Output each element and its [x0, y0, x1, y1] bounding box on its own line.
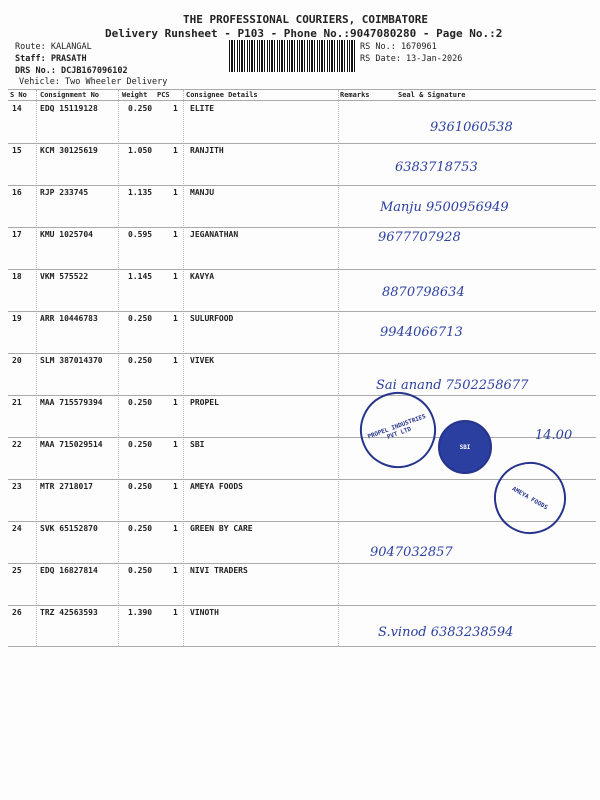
divider: [8, 100, 596, 101]
propel-stamp: PROPEL INDUSTRIES PVT LTD: [349, 381, 446, 478]
pcs: 1: [173, 272, 178, 281]
consignment-number: SLM 387014370: [40, 356, 103, 365]
route: Route: KALANGAL: [15, 42, 92, 52]
rs-date: RS Date: 13-Jan-2026: [360, 54, 463, 64]
staff: Staff: PRASATH: [15, 54, 87, 64]
weight: 0.595: [128, 230, 153, 239]
consignment-number: MAA 715579394: [40, 398, 103, 407]
col-consignee: Consignee Details: [186, 91, 258, 99]
company-title: THE PROFESSIONAL COURIERS, COIMBATORE: [183, 13, 429, 26]
pcs: 1: [173, 566, 178, 575]
consignee-name: MANJU: [190, 188, 215, 197]
serial-number: 17: [12, 230, 22, 239]
consignment-number: RJP 233745: [40, 188, 89, 197]
weight: 0.250: [128, 524, 153, 533]
row-divider: [8, 437, 596, 438]
runsheet-subtitle: Delivery Runsheet - P103 - Phone No.:9047080280 - Page No.:2: [105, 27, 503, 40]
handwritten-signature: Manju 9500956949: [380, 200, 509, 215]
consignment-number: KMU 1025704: [40, 230, 93, 239]
col-sno: S No: [10, 91, 27, 99]
table-row: [0, 146, 600, 188]
consignment-number: MAA 715029514: [40, 440, 103, 449]
serial-number: 18: [12, 272, 22, 281]
handwritten-signature: 6383718753: [395, 160, 478, 175]
pcs: 1: [173, 188, 178, 197]
consignee-name: JEGANATHAN: [190, 230, 239, 239]
weight: 0.250: [128, 314, 153, 323]
consignee-name: RANJITH: [190, 146, 224, 155]
col-weight: Weight: [122, 91, 148, 99]
weight: 0.250: [128, 440, 153, 449]
handwritten-signature: S.vinod 6383238594: [378, 625, 514, 640]
serial-number: 23: [12, 482, 22, 491]
weight: 0.250: [128, 566, 153, 575]
serial-number: 19: [12, 314, 22, 323]
weight: 1.145: [128, 272, 153, 281]
consignee-name: GREEN BY CARE: [190, 524, 253, 533]
pcs: 1: [173, 608, 178, 617]
pcs: 1: [173, 398, 178, 407]
table-bottom-border: [8, 646, 596, 647]
table-row: [0, 230, 600, 272]
row-divider: [8, 143, 596, 144]
consignee-name: SBI: [190, 440, 205, 449]
weight: 1.390: [128, 608, 153, 617]
serial-number: 15: [12, 146, 22, 155]
row-divider: [8, 395, 596, 396]
consignee-name: KAVYA: [190, 272, 215, 281]
col-seal: Seal & Signature: [398, 91, 466, 99]
weight: 0.250: [128, 398, 153, 407]
row-divider: [8, 227, 596, 228]
serial-number: 26: [12, 608, 22, 617]
sbi-stamp: SBI: [438, 420, 492, 474]
consignment-number: EDQ 16827814: [40, 566, 98, 575]
serial-number: 22: [12, 440, 22, 449]
serial-number: 16: [12, 188, 22, 197]
row-divider: [8, 605, 596, 606]
handwritten-signature: 9047032857: [370, 545, 453, 560]
consignment-number: MTR 2718017: [40, 482, 93, 491]
ameya-stamp: AMEYA FOODS: [481, 449, 579, 547]
row-divider: [8, 185, 596, 186]
rs-number: RS No.: 1670961: [360, 42, 437, 52]
consignment-number: ARR 10446783: [40, 314, 98, 323]
consignee-name: ELITE: [190, 104, 215, 113]
weight: 1.050: [128, 146, 153, 155]
handwritten-signature: Sai anand 7502258677: [376, 378, 529, 393]
row-divider: [8, 563, 596, 564]
pcs: 1: [173, 146, 178, 155]
handwritten-signature: 9944066713: [380, 325, 463, 340]
pcs: 1: [173, 104, 178, 113]
consignee-name: AMEYA FOODS: [190, 482, 243, 491]
consignment-number: TRZ 42563593: [40, 608, 98, 617]
serial-number: 25: [12, 566, 22, 575]
serial-number: 21: [12, 398, 22, 407]
serial-number: 24: [12, 524, 22, 533]
weight: 0.250: [128, 356, 153, 365]
col-pcs: PCS: [157, 91, 170, 99]
col-consignment: Consignment No: [40, 91, 100, 99]
divider: [8, 89, 596, 90]
row-divider: [8, 311, 596, 312]
consignee-name: VIVEK: [190, 356, 215, 365]
handwritten-signature: 14.00: [535, 428, 573, 443]
row-divider: [8, 269, 596, 270]
pcs: 1: [173, 230, 178, 239]
drs-number: DRS No.: DCJB167096102: [15, 66, 128, 76]
consignee-name: PROPEL: [190, 398, 219, 407]
consignment-number: EDQ 15119128: [40, 104, 98, 113]
weight: 0.250: [128, 104, 153, 113]
handwritten-signature: 9677707928: [378, 230, 461, 245]
consignee-name: VINOTH: [190, 608, 219, 617]
pcs: 1: [173, 356, 178, 365]
pcs: 1: [173, 314, 178, 323]
row-divider: [8, 353, 596, 354]
handwritten-signature: 8870798634: [382, 285, 465, 300]
consignment-number: VKM 575522: [40, 272, 89, 281]
serial-number: 20: [12, 356, 22, 365]
serial-number: 14: [12, 104, 22, 113]
col-remarks: Remarks: [340, 91, 370, 99]
table-row: [0, 566, 600, 608]
table-row: [0, 314, 600, 356]
pcs: 1: [173, 482, 178, 491]
pcs: 1: [173, 524, 178, 533]
consignee-name: NIVI TRADERS: [190, 566, 248, 575]
table-row: [0, 524, 600, 566]
vehicle: Vehicle: Two Wheeler Delivery: [19, 77, 168, 87]
barcode: [229, 40, 357, 72]
table-row: [0, 272, 600, 314]
weight: 1.135: [128, 188, 153, 197]
table-row: [0, 188, 600, 230]
pcs: 1: [173, 440, 178, 449]
consignment-number: KCM 30125619: [40, 146, 98, 155]
consignee-name: SULURFOOD: [190, 314, 234, 323]
weight: 0.250: [128, 482, 153, 491]
consignment-number: SVK 65152870: [40, 524, 98, 533]
table-row: [0, 398, 600, 440]
handwritten-signature: 9361060538: [430, 120, 513, 135]
